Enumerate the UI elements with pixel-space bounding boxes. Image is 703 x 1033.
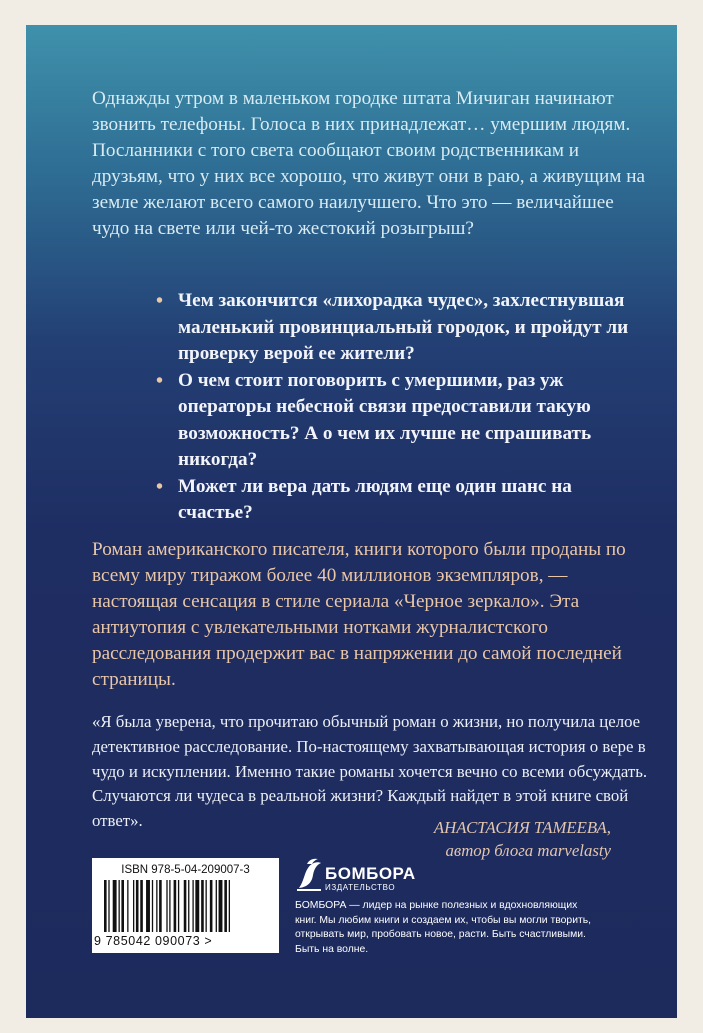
quote-author-role: автор блога marvelasty [445, 841, 611, 860]
wave-icon [295, 855, 323, 893]
quote-author [434, 816, 611, 862]
publisher-blurb: БОМБОРА — лидер на рынке полезных и вдохновляющих книг. Мы любим книги и создаем их, чтобы вы могли творить, открывать мир, пробовать новое, расти. Быть счастливыми. Быть на волне. [295, 900, 592, 955]
bullet-item [156, 368, 646, 474]
bullet-list [156, 288, 646, 527]
bullet-icon: • [156, 369, 164, 392]
publisher-logo [295, 855, 425, 895]
isbn-number: ISBN 978-5-04-209007-3 [121, 864, 250, 876]
quote-author-name: АНАСТАСИЯ ТАМЕЕВА, [433, 818, 611, 837]
bullet-text: Может ли вера дать людям еще один шанс на счастье? [178, 475, 572, 523]
publisher-logo-name: БОМБОРА [325, 864, 416, 883]
publisher-logo-sub: ИЗДАТЕЛЬСТВО [325, 883, 396, 892]
bullet-item [156, 288, 646, 368]
description-paragraph: Роман американского писателя, книги которого были проданы по всему миру тиражом более 40 миллионов экземпляров, — настоящая сенсация в стиле сериала «Черное зеркало». Эта антиутопия с увлекательными нотками журналистского расследования продержит вас в напряжении до самой последней страницы. [92, 539, 626, 690]
barcode-digits: 9 785042 090073 > [94, 934, 213, 948]
bullet-text: Чем закончится «лихорадка чудес», захлестнувшая маленький провинциальный городок, и пройдут ли проверку верой ее жители? [178, 290, 629, 364]
review-quote: «Я была уверена, что прочитаю обычный роман о жизни, но получила целое детективное расследование. По-настоящему захватывающая история о вере в чудо и искуплении. Именно такие романы хочется вечно со всеми обсуждать. Случаются ли чудеса в реальной жизни? Каждый найдет в этой книге свой ответ». [92, 712, 648, 831]
bullet-icon: • [156, 290, 164, 312]
bullet-item [156, 474, 646, 527]
isbn-barcode [92, 858, 279, 953]
book-back-cover [26, 25, 677, 1018]
bullet-text: О чем стоит поговорить с умершими, раз уж операторы небесной связи предоставили такую возможность? А о чем их лучше не спрашивать никогда? [178, 369, 592, 470]
bullet-icon: • [156, 475, 164, 498]
intro-paragraph: Однажды утром в маленьком городке штата Мичиган начинают звонить телефоны. Голоса в них принадлежат… умершим людям. Посланники с того света сообщают своим родственникам и друзьям, что у них все хорошо, что живут они в раю, а живущим на земле желают всего самого наилучшего. Что это — величайшее чудо на свете или чей-то жестокий розыгрыш? [92, 88, 645, 239]
barcode-icon [104, 880, 267, 932]
